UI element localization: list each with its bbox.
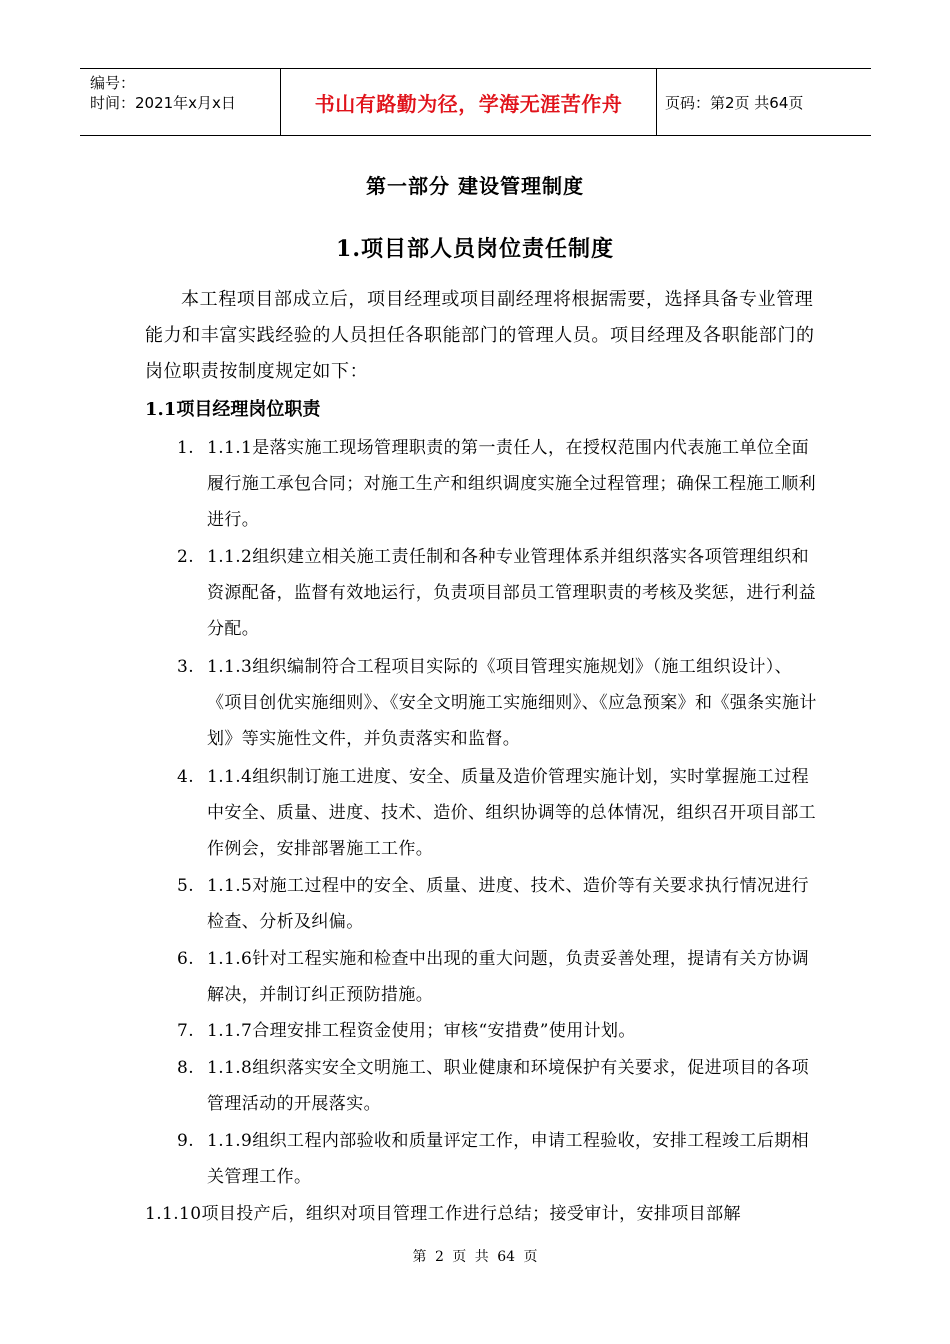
list-item	[177, 868, 817, 940]
list-item	[177, 539, 817, 647]
list-item-text: 1.1.7合理安排工程资金使用；审核“安措费”使用计划。	[207, 1021, 636, 1041]
header-table	[80, 68, 871, 136]
list-item-number: 2.	[177, 547, 195, 567]
header-meta	[80, 69, 281, 135]
intro-paragraph: 本工程项目部成立后，项目经理或项目副经理将根据需要，选择具备专业管理能力和丰富实践经验的人员担任各职能部门的管理人员。项目经理及各职能部门的岗位职责按制度规定如下：	[145, 289, 815, 382]
list-item	[177, 1050, 817, 1122]
list-item	[177, 941, 817, 1013]
list-item-text: 1.1.5对施工过程中的安全、质量、进度、技术、造价等有关要求执行情况进行检查、分析及纠偏。	[207, 876, 810, 932]
list-item-text: 1.1.3组织编制符合工程项目实际的《项目管理实施规划》（施工组织设计）、《项目创优实施细则》、《安全文明施工实施细则》、《应急预案》和《强条实施计划》等实施性文件，并负责落实和监督。	[207, 657, 817, 749]
list-item-text: 1.1.4组织制订施工进度、安全、质量及造价管理实施计划，实时掌握施工过程中安全、质量、进度、技术、造价、组织协调等的总体情况，组织召开项目部工作例会，安排部署施工工作。	[207, 767, 816, 859]
header-page-info: 页码：第2页 共64页	[665, 93, 804, 112]
list-item-number: 6.	[177, 949, 195, 969]
list-item-number: 1.	[177, 438, 195, 458]
continuation-paragraph: 1.1.10项目投产后，组织对项目管理工作进行总结；接受审计，安排项目部解	[145, 1204, 741, 1224]
header-motto: 书山有路勤为径，学海无涯苦作舟	[281, 69, 657, 135]
list-item-number: 8.	[177, 1058, 195, 1078]
list-item-text: 1.1.6针对工程实施和检查中出现的重大问题，负责妥善处理，提请有关方协调解决，并制订纠正预防措施。	[207, 949, 810, 1005]
date-label: 时间：2021年x月x日	[90, 94, 236, 112]
list-item-number: 5.	[177, 876, 195, 896]
list-item-number: 7.	[177, 1021, 195, 1041]
page-footer: 第 2 页 共 64 页	[412, 1249, 538, 1265]
part-title: 第一部分 建设管理制度	[366, 174, 584, 198]
list-item-number: 9.	[177, 1131, 195, 1151]
list-item	[177, 1123, 817, 1195]
list-item-text: 1.1.2组织建立相关施工责任制和各种专业管理体系并组织落实各项管理组织和资源配备，监督有效地运行，负责项目部员工管理职责的考核及奖惩，进行利益分配。	[207, 547, 816, 639]
list-item	[177, 649, 817, 757]
section-title: 1.项目部人员岗位责任制度	[336, 236, 614, 262]
list-item-text: 1.1.1是落实施工现场管理职责的第一责任人，在授权范围内代表施工单位全面履行施工承包合同；对施工生产和组织调度实施全过程管理；确保工程施工顺利进行。	[207, 438, 816, 530]
list-item	[177, 430, 817, 538]
list-item	[177, 759, 817, 867]
list-item	[177, 1013, 817, 1049]
list-item-number: 3.	[177, 657, 195, 677]
subsection-title: 1.1项目经理岗位职责	[145, 399, 321, 420]
list-item-text: 1.1.8组织落实安全文明施工、职业健康和环境保护有关要求，促进项目的各项管理活动的开展落实。	[207, 1058, 810, 1114]
list-item-number: 4.	[177, 767, 195, 787]
list-item-text: 1.1.9组织工程内部验收和质量评定工作，申请工程验收，安排工程竣工后期相关管理工作。	[207, 1131, 810, 1187]
number-label: 编号：	[90, 74, 136, 92]
